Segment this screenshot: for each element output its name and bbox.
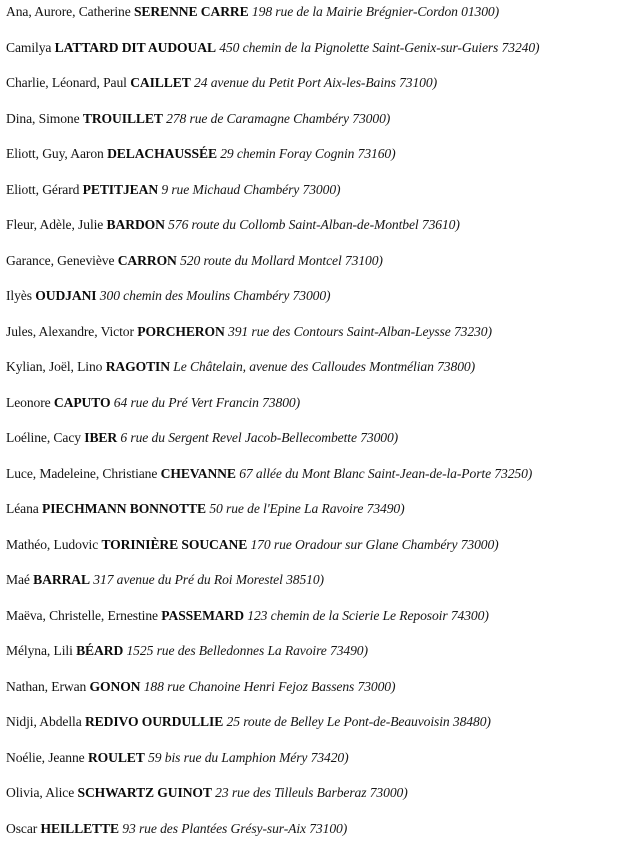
surname: PIECHMANN BONNOTTE: [42, 501, 206, 516]
given-names: Ana, Aurore, Catherine: [6, 4, 131, 19]
surname: CARRON: [118, 253, 177, 268]
given-names: Kylian, Joël, Lino: [6, 359, 102, 374]
list-item: [6, 712, 626, 748]
surname: CHEVANNE: [161, 466, 236, 481]
list-item: [6, 286, 626, 322]
surname: LATTARD DIT AUDOUAL: [55, 40, 216, 55]
list-item: [6, 180, 626, 216]
given-names: Garance, Geneviève: [6, 253, 114, 268]
address: 67 allée du Mont Blanc Saint-Jean-de-la-Porte 73250): [239, 466, 532, 481]
address: 29 chemin Foray Cognin 73160): [220, 146, 395, 161]
surname: REDIVO OURDULLIE: [85, 714, 223, 729]
given-names: Mathéo, Ludovic: [6, 537, 98, 552]
address: 59 bis rue du Lamphion Méry 73420): [148, 750, 349, 765]
list-item: [6, 322, 626, 358]
surname: SERENNE CARRE: [134, 4, 249, 19]
list-item: [6, 109, 626, 145]
given-names: Charlie, Léonard, Paul: [6, 75, 127, 90]
list-item: [6, 535, 626, 571]
surname: PASSEMARD: [161, 608, 244, 623]
list-item: [6, 73, 626, 109]
surname: HEILLETTE: [41, 821, 119, 836]
list-item: [6, 357, 626, 393]
surname: PORCHERON: [137, 324, 224, 339]
address: 391 rue des Contours Saint-Alban-Leysse 73230): [228, 324, 492, 339]
surname: IBER: [84, 430, 117, 445]
given-names: Jules, Alexandre, Victor: [6, 324, 134, 339]
address: 23 rue des Tilleuls Barberaz 73000): [215, 785, 407, 800]
list-item: [6, 783, 626, 819]
surname: TROUILLET: [83, 111, 163, 126]
list-item: [6, 393, 626, 429]
list-item: [6, 251, 626, 287]
given-names: Eliott, Guy, Aaron: [6, 146, 104, 161]
surname: PETITJEAN: [83, 182, 158, 197]
given-names: Fleur, Adèle, Julie: [6, 217, 103, 232]
address: 6 rue du Sergent Revel Jacob-Bellecombette 73000): [120, 430, 398, 445]
surname: BARRAL: [33, 572, 90, 587]
address: 50 rue de l'Epine La Ravoire 73490): [209, 501, 404, 516]
list-item: [6, 144, 626, 180]
given-names: Luce, Madeleine, Christiane: [6, 466, 157, 481]
given-names: Nidji, Abdella: [6, 714, 82, 729]
list-item: [6, 606, 626, 642]
surname: OUDJANI: [35, 288, 96, 303]
address: 198 rue de la Mairie Brégnier-Cordon 01300): [252, 4, 499, 19]
surname: BÉARD: [76, 643, 123, 658]
given-names: Camilya: [6, 40, 51, 55]
surname: TORINIÈRE SOUCANE: [101, 537, 247, 552]
surname: RAGOTIN: [106, 359, 170, 374]
address: 317 avenue du Pré du Roi Morestel 38510): [93, 572, 324, 587]
given-names: Leonore: [6, 395, 51, 410]
given-names: Dina, Simone: [6, 111, 80, 126]
list-item: [6, 748, 626, 784]
given-names: Léana: [6, 501, 39, 516]
address: 576 route du Collomb Saint-Alban-de-Montbel 73610): [168, 217, 460, 232]
list-item: [6, 38, 626, 74]
given-names: Noélie, Jeanne: [6, 750, 85, 765]
list-item: [6, 570, 626, 606]
given-names: Maé: [6, 572, 30, 587]
given-names: Ilyès: [6, 288, 32, 303]
surname: GONON: [90, 679, 141, 694]
address: 278 rue de Caramagne Chambéry 73000): [166, 111, 390, 126]
surname: CAILLET: [130, 75, 191, 90]
given-names: Loéline, Cacy: [6, 430, 81, 445]
list-item: [6, 677, 626, 713]
surname: BARDON: [107, 217, 165, 232]
address: 64 rue du Pré Vert Francin 73800): [114, 395, 300, 410]
list-item: [6, 641, 626, 677]
name-address-list: [6, 2, 626, 854]
address: 300 chemin des Moulins Chambéry 73000): [100, 288, 331, 303]
surname: ROULET: [88, 750, 145, 765]
address: 9 rue Michaud Chambéry 73000): [161, 182, 340, 197]
surname: SCHWARTZ GUINOT: [77, 785, 211, 800]
given-names: Nathan, Erwan: [6, 679, 86, 694]
list-item: [6, 428, 626, 464]
address: 24 avenue du Petit Port Aix-les-Bains 73100): [194, 75, 437, 90]
address: 25 route de Belley Le Pont-de-Beauvoisin 38480): [227, 714, 491, 729]
list-item: [6, 215, 626, 251]
given-names: Olivia, Alice: [6, 785, 74, 800]
address: 170 rue Oradour sur Glane Chambéry 73000): [250, 537, 498, 552]
address: 188 rue Chanoine Henri Fejoz Bassens 73000): [144, 679, 396, 694]
surname: CAPUTO: [54, 395, 111, 410]
list-item: [6, 2, 626, 38]
address: 123 chemin de la Scierie Le Reposoir 74300): [247, 608, 488, 623]
address: 93 rue des Plantées Grésy-sur-Aix 73100): [122, 821, 347, 836]
given-names: Mélyna, Lili: [6, 643, 73, 658]
address: 520 route du Mollard Montcel 73100): [180, 253, 383, 268]
given-names: Oscar: [6, 821, 37, 836]
given-names: Maëva, Christelle, Ernestine: [6, 608, 158, 623]
address: 1525 rue des Belledonnes La Ravoire 73490): [126, 643, 367, 658]
list-item: [6, 499, 626, 535]
given-names: Eliott, Gérard: [6, 182, 79, 197]
address: 450 chemin de la Pignolette Saint-Genix-sur-Guiers 73240): [219, 40, 539, 55]
list-item: [6, 464, 626, 500]
surname: DELACHAUSSÉE: [107, 146, 217, 161]
address: Le Châtelain, avenue des Calloudes Montmélian 73800): [173, 359, 475, 374]
